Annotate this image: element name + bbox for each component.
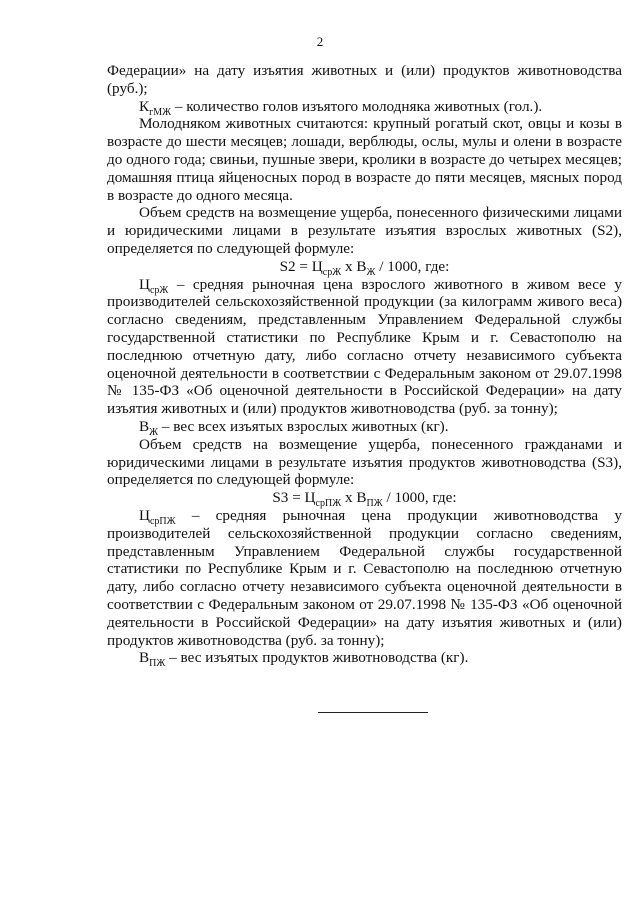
symbol-subscript: срЖ xyxy=(149,284,169,296)
paragraph-s3-intro: Объем средств на возмещение ущерба, понесенного гражданами и юридическими лицами в результате изъятия продуктов животноводства (S3), определяется по следующей формуле: xyxy=(107,435,622,489)
formula-s2: $S2 = Ц_{срЖ}$ x $В_Ж / 1000$, где: xyxy=(279,257,450,278)
symbol: К xyxy=(139,97,150,115)
symbol: В xyxy=(139,417,150,435)
formula-s3: $S3 = Ц_{срПЖ}$ x $В_{ПЖ} / 1000$, где: xyxy=(272,489,457,510)
symbol-subscript: Ж xyxy=(149,426,159,438)
paragraph-continuation: Федерации» на дату изъятия животных и (или) продуктов животноводства (руб.); xyxy=(107,62,622,97)
symbol-subscript: ПЖ xyxy=(149,658,166,670)
symbol: Ц xyxy=(139,275,150,293)
definition-c-srzh xyxy=(107,276,622,418)
symbol-subscript: гМЖ xyxy=(149,106,172,118)
definition-text: – средняя рыночная цена продукции животноводства у производителей сельскохозяйственной продукции согласно сведениям, представленным Управлением Федеральной службы государственной статистики по Республике Крым и г. Севастополю на последнюю отчетную дату, либо согласно отчету независимого субъекта оценочной деятельности в соответствии с Федеральным законом от 29.07.1998 № 135-ФЗ «Об оценочной деятельности в Российской Федерации» на дату изъятия животных и (или) продуктов животноводства (руб. за тонну); xyxy=(107,506,622,649)
definition-text: – вес всех изъятых взрослых животных (кг). xyxy=(158,417,449,435)
symbol-subscript: срПЖ xyxy=(149,515,176,527)
paragraph-young-animals: Молодняком животных считаются: крупный рогатый скот, овцы и козы в возрасте до шести месяцев; лошади, верблюды, ослы, мулы и олени в возрасте до одного года; свиньи, пушные звери, кролики в возрасте до четырех месяцев; домашняя птица яйценосных пород в возрасте до пяти месяцев, мясных пород в возрасте до одного месяца. xyxy=(107,115,622,204)
definition-text: – количество голов изъятого молодняка животных (гол.). xyxy=(171,97,543,115)
definition-c-srpzh xyxy=(107,507,622,649)
paragraph-s2-intro: Объем средств на возмещение ущерба, понесенного физическими лицами и юридическими лицами в результате изъятия взрослых животных (S2), определяется по следующей формуле: xyxy=(107,204,622,257)
definition-v-zh xyxy=(107,418,622,436)
definition-v-pzh xyxy=(107,649,622,670)
end-divider xyxy=(318,712,428,713)
document-body xyxy=(107,62,622,670)
symbol: Ц xyxy=(139,506,150,524)
definition-text: – вес изъятых продуктов животноводства (кг). xyxy=(165,649,469,667)
definition-text: – средняя рыночная цена взрослого животного в живом весе у производителей сельскохозяйственной продукции (за килограмм живого веса) согласно сведениям, представленным Управлением Федеральной службы государственной статистики по Республике Крым и г. Севастополю на последнюю отчетную дату, либо согласно отчету независимого субъекта оценочной деятельности в соответствии с Федеральным законом от 29.07.1998 № 135-ФЗ «Об оценочной деятельности в Российской Федерации» на дату изъятия животных и (или) продуктов животноводства (руб. за тонну); xyxy=(107,275,622,418)
symbol: В xyxy=(139,649,150,667)
page-number: 2 xyxy=(316,34,324,49)
definition-k-gmzh xyxy=(107,98,622,116)
